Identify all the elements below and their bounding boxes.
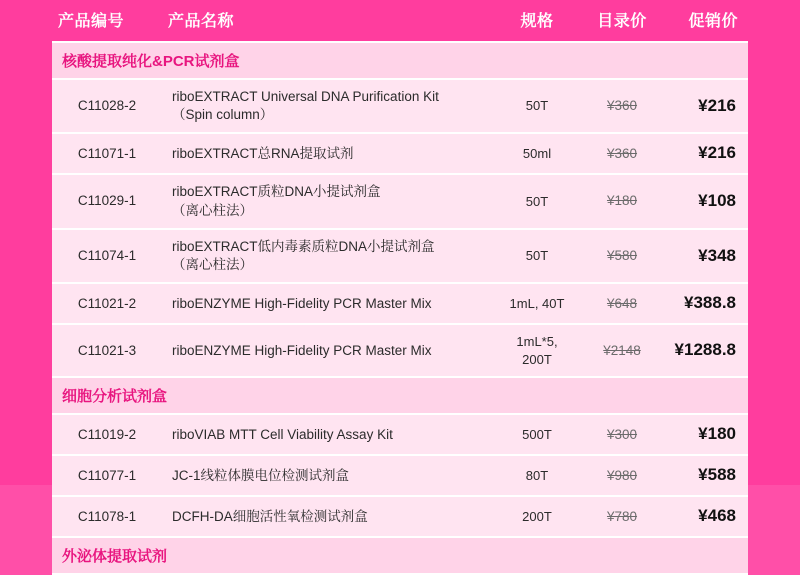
section-row xyxy=(52,377,748,414)
product-name-line1: riboEXTRACT Universal DNA Purification Kit xyxy=(172,89,439,104)
product-promo-price: ¥348 xyxy=(662,229,748,283)
table-row[interactable] xyxy=(52,174,748,228)
product-promo-price: ¥588 xyxy=(662,455,748,496)
table-row[interactable] xyxy=(52,133,748,174)
column-header-promo-price: 促销价 xyxy=(662,0,748,42)
right-margin xyxy=(748,0,800,485)
table-row[interactable] xyxy=(52,79,748,133)
product-spec-line1: 1mL*5, xyxy=(516,334,558,350)
product-spec: 50ml xyxy=(492,133,582,174)
section-row xyxy=(52,42,748,79)
product-spec: 50T xyxy=(492,79,582,133)
product-list-price: ¥300 xyxy=(582,414,662,455)
product-code: C11029-1 xyxy=(52,174,162,228)
product-name-line1: JC-1线粒体膜电位检测试剂盒 xyxy=(172,467,350,483)
table-body xyxy=(52,42,748,574)
product-name-line1: riboEXTRACT低内毒素质粒DNA小提试剂盒 xyxy=(172,238,435,254)
left-margin xyxy=(0,0,52,485)
product-list-price: ¥980 xyxy=(582,455,662,496)
table-row[interactable] xyxy=(52,496,748,537)
product-list-price: ¥180 xyxy=(582,174,662,228)
product-code: C11021-2 xyxy=(52,283,162,324)
product-spec: 500T xyxy=(492,414,582,455)
product-promo-price: ¥180 xyxy=(662,414,748,455)
product-list-price: ¥360 xyxy=(582,133,662,174)
column-header-list-price: 目录价 xyxy=(582,0,662,42)
product-name-line1: riboVIAB MTT Cell Viability Assay Kit xyxy=(172,426,393,442)
product-name xyxy=(162,455,492,496)
product-code: C11019-2 xyxy=(52,414,162,455)
product-promo-price: ¥216 xyxy=(662,133,748,174)
product-spec: 50T xyxy=(492,229,582,283)
section-title: 细胞分析试剂盒 xyxy=(52,377,748,414)
product-name xyxy=(162,496,492,537)
column-header-code: 产品编号 xyxy=(52,0,162,42)
column-header-name: 产品名称 xyxy=(162,0,492,42)
product-name xyxy=(162,324,492,377)
product-name xyxy=(162,133,492,174)
product-spec: 200T xyxy=(492,496,582,537)
product-name-line2: （离心柱法） xyxy=(172,202,253,218)
table-row[interactable] xyxy=(52,283,748,324)
price-table-container xyxy=(52,0,748,566)
product-name xyxy=(162,229,492,283)
product-spec xyxy=(492,324,582,377)
product-name xyxy=(162,414,492,455)
product-promo-price: ¥216 xyxy=(662,79,748,133)
product-list-price: ¥580 xyxy=(582,229,662,283)
product-list-price: ¥648 xyxy=(582,283,662,324)
product-promo-price: ¥388.8 xyxy=(662,283,748,324)
product-spec: 80T xyxy=(492,455,582,496)
product-promo-price: ¥108 xyxy=(662,174,748,228)
section-title: 外泌体提取试剂 xyxy=(52,537,748,574)
product-code: C11077-1 xyxy=(52,455,162,496)
product-code: C11074-1 xyxy=(52,229,162,283)
product-name-line1: riboEXTRACT质粒DNA小提试剂盒 xyxy=(172,184,381,200)
product-code: C11021-3 xyxy=(52,324,162,377)
product-list-price: ¥780 xyxy=(582,496,662,537)
product-promo-price: ¥468 xyxy=(662,496,748,537)
product-name-line1: riboENZYME High-Fidelity PCR Master Mix xyxy=(172,295,432,311)
table-header xyxy=(52,0,748,42)
product-name-line2: （Spin column） xyxy=(172,107,274,123)
section-row xyxy=(52,537,748,574)
product-name-line2: （离心柱法） xyxy=(172,257,253,273)
product-name xyxy=(162,283,492,324)
table-row[interactable] xyxy=(52,324,748,377)
table-row[interactable] xyxy=(52,455,748,496)
header-row xyxy=(52,0,748,42)
section-title: 核酸提取纯化&PCR试剂盒 xyxy=(52,42,748,79)
product-spec: 1mL, 40T xyxy=(492,283,582,324)
table-row[interactable] xyxy=(52,414,748,455)
product-spec: 50T xyxy=(492,174,582,228)
product-name-line1: DCFH-DA细胞活性氧检测试剂盒 xyxy=(172,508,368,524)
product-name-line1: riboEXTRACT总RNA提取试剂 xyxy=(172,145,354,161)
column-header-spec: 规格 xyxy=(492,0,582,42)
table-row[interactable] xyxy=(52,229,748,283)
product-list-price: ¥2148 xyxy=(582,324,662,377)
product-list-price: ¥360 xyxy=(582,79,662,133)
product-spec-line2: 200T xyxy=(522,351,552,367)
price-table xyxy=(52,0,748,575)
product-code: C11078-1 xyxy=(52,496,162,537)
product-name xyxy=(162,79,492,133)
product-code: C11071-1 xyxy=(52,133,162,174)
product-name xyxy=(162,174,492,228)
product-name-line1: riboENZYME High-Fidelity PCR Master Mix xyxy=(172,342,432,358)
product-code: C11028-2 xyxy=(52,79,162,133)
product-promo-price: ¥1288.8 xyxy=(662,324,748,377)
